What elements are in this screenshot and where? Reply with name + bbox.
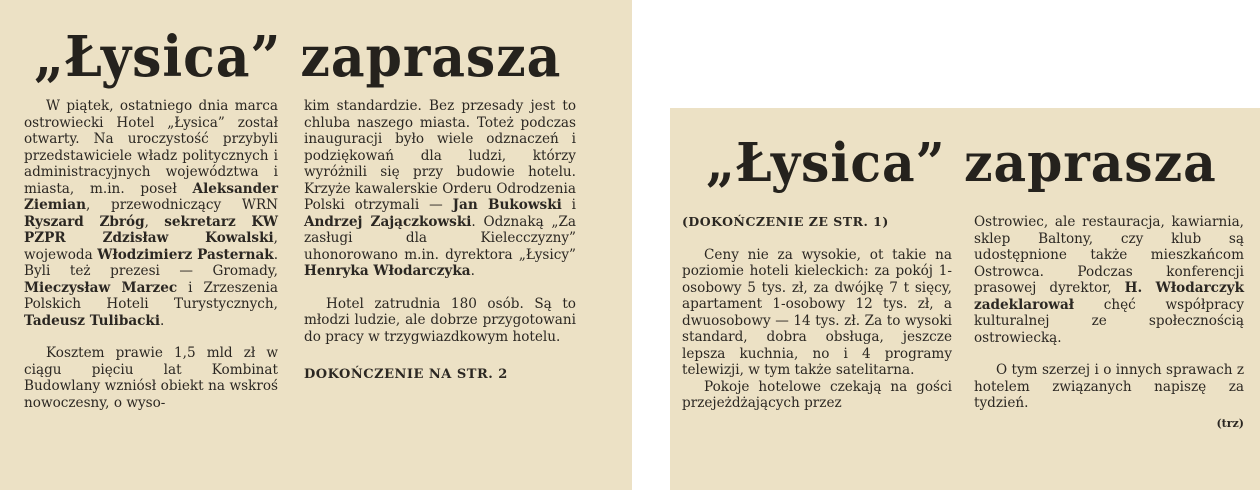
person-name: sekretarz KW PZPR Zdzisław Kowalski [24, 213, 278, 246]
person-name: Ryszard Zbróg [24, 213, 145, 230]
paragraph: Ostrowiec, ale restauracja, kawiarnia, sklep Baltony, czy klub są udostępnione także mieszkańcom Ostrowca. Podczas konferencji prasowej dyrektor, H. Włodarczyk zadeklarował chęć współpracy kulturalnej ze społecznością ostrowiecką. [974, 214, 1245, 346]
continuation-from: (DOKOŃCZENIE ZE STR. 1) [682, 214, 889, 229]
headline: „Łysica” zaprasza [706, 132, 1217, 194]
paragraph: Ceny nie za wysokie, ot takie na poziomie hoteli kieleckich: za pokój 1-osobowy 5 tys. zł, za dwójkę 7 t sięcy, apartament 1-osobowy 12 tys. zł, a dwuosobowy — 14 tys. zł. Za to wysoki standard, dobra obsługa, jeszcze lepsza kuchnia, no i 4 programy telewizji, w tym także satelitarna. [682, 246, 952, 378]
person-name: Mieczysław Marzec [24, 279, 178, 296]
person-name: H. Włodarczyk zadeklarował [974, 280, 1245, 313]
person-name: Henryka Włodarczyka [304, 263, 471, 279]
person-name: Tadeusz Tulibacki [24, 312, 161, 329]
text-column-1 [682, 214, 952, 412]
headline: „Łysica” zaprasza [34, 24, 562, 90]
paragraph: kim standardzie. Bez przesady jest to chluba naszego miasta. Toteż podczas inauguracji było wiele odznaczeń i podziękowań dla ludzi, którzy wyróżnili się przy budowie hotelu. Krzyże kawalerskie Orderu Odrodzenia Polski otrzymali — Jan Bukowski i Andrzej Zajączkowski. Odznaką „Za zasługi dla Kielecczyzny” uhonorowano m.in. dyrektora „Łysicy” Henryka Włodarczyka. [304, 98, 576, 279]
article-clipping-right [670, 108, 1260, 490]
person-name: Aleksander Ziemian [24, 180, 278, 213]
paragraph: O tym szerzej i o innych sprawach z hotelem związanych napiszę za tydzień. [974, 362, 1244, 411]
person-name: Jan Bukowski [452, 197, 562, 213]
text-column-2 [304, 98, 576, 384]
person-name: Andrzej Zajączkowski [304, 213, 472, 230]
paragraph: Hotel zatrudnia 180 osób. Są to młodzi ludzie, ale dobrze przygotowani do pracy w trzygwiazdkowym hotelu. [304, 295, 576, 345]
text-column-1 [24, 98, 278, 411]
paragraph: Pokoje hotelowe czekają na gości przejeżdżających przez [682, 378, 952, 411]
author-signature: (trz) [1216, 416, 1244, 430]
continuation-note: DOKOŃCZENIE NA STR. 2 [304, 367, 508, 382]
paragraph: W piątek, ostatniego dnia marca ostrowiecki Hotel „Łysica” został otwarty. Na uroczystość przybyli przedstawiciele władz politycznych i administracyjnych województwa i miasta, m.in. poseł Aleksander Ziemian, przewodniczący WRN Ryszard Zbróg, sekretarz KW PZPR Zdzisław Kowalski, wojewoda Włodzimierz Pasternak. Byli też prezesi — Gromady, Mieczysław Marzec i Zrzeszenia Polskich Hoteli Turystycznych, Tadeusz Tulibacki. [24, 98, 279, 329]
person-name: Włodzimierz Pasternak [97, 246, 274, 263]
text-column-2 [974, 214, 1244, 432]
paragraph: Kosztem prawie 1,5 mld zł w ciągu pięciu lat Kombinat Budowlany wzniósł obiekt na wskroś nowoczesny, o wyso- [24, 345, 278, 411]
